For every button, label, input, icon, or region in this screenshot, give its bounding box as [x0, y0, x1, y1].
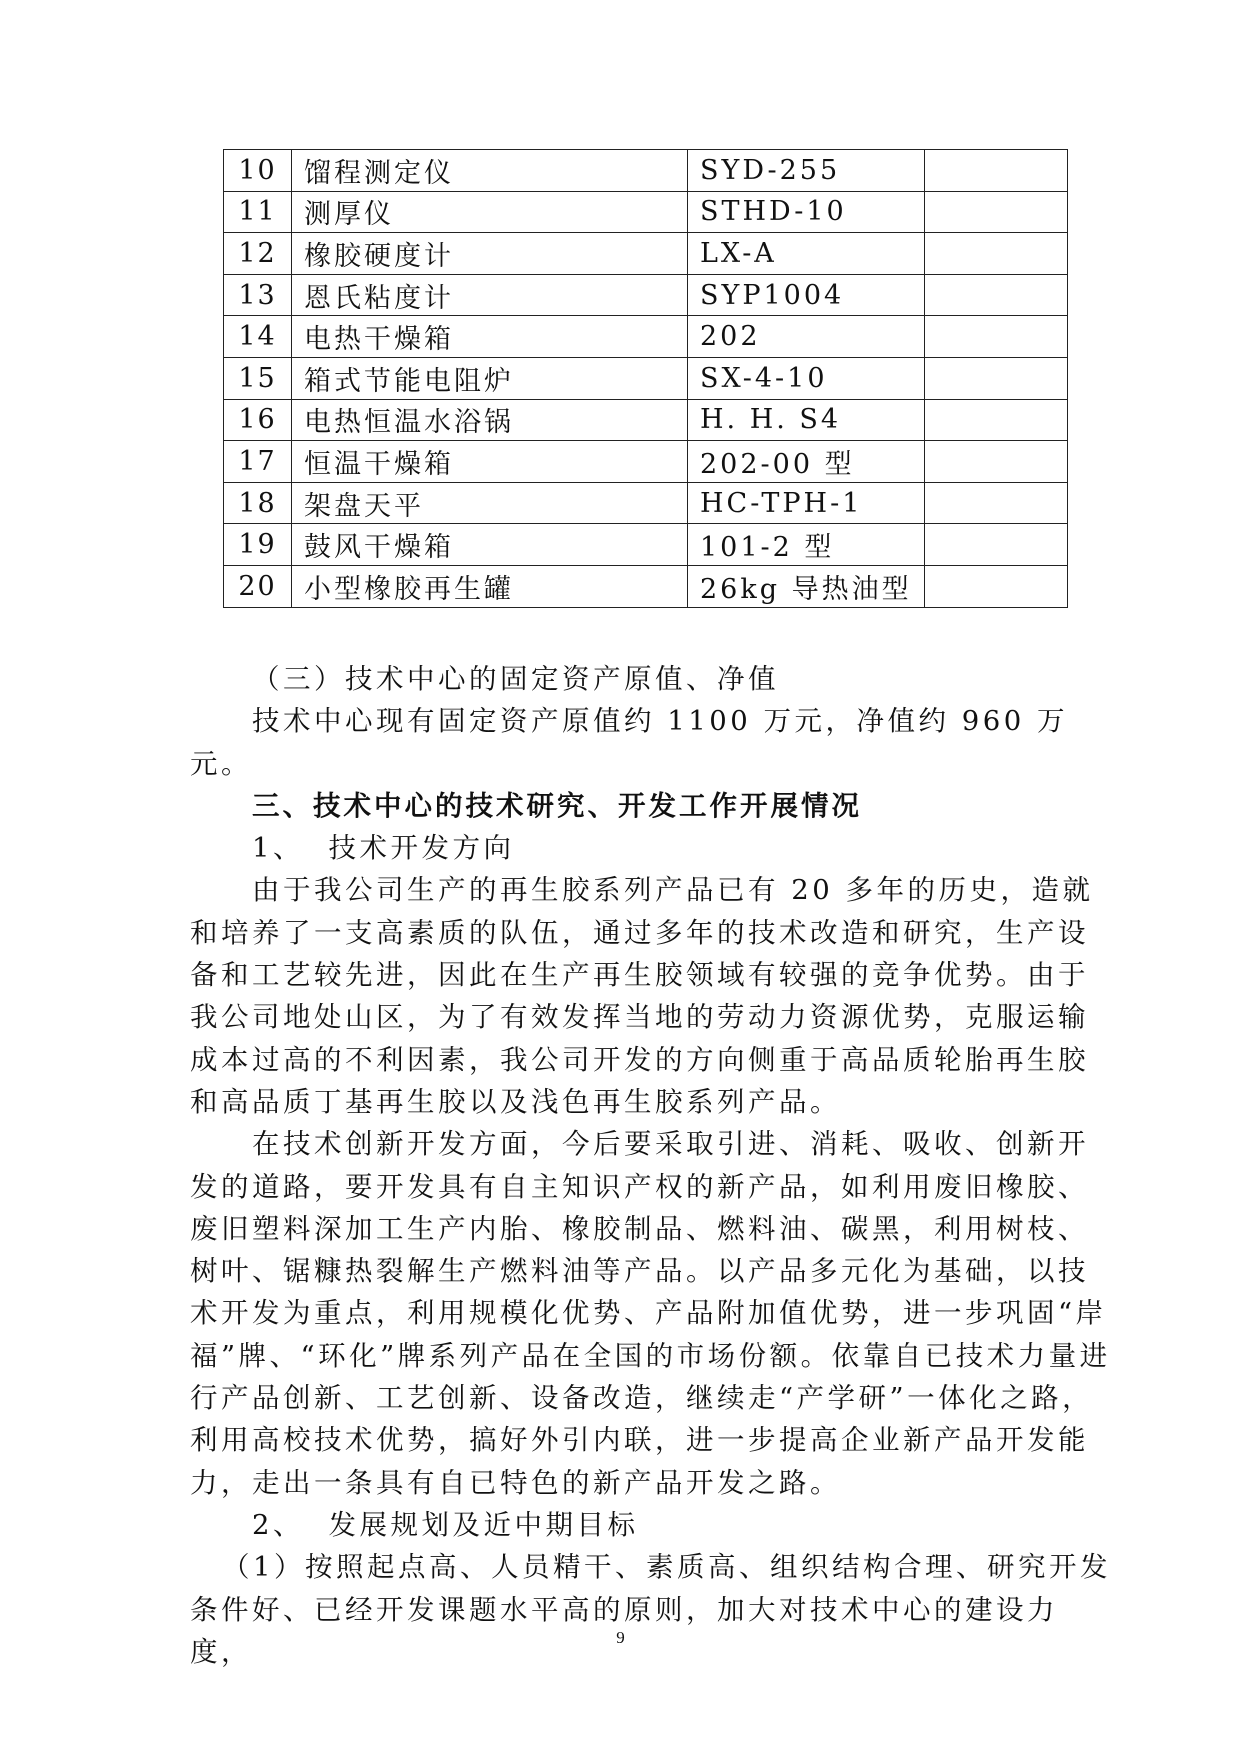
equipment-name-cell: 架盘天平 — [292, 482, 688, 524]
equipment-table-body — [224, 150, 1068, 608]
table-row — [224, 274, 1068, 316]
equipment-name-cell: 测厚仪 — [292, 191, 688, 233]
table-row — [224, 441, 1068, 483]
item-2-title: 2、 发展规划及近中期目标 — [252, 1508, 639, 1541]
equipment-name-cell: 恒温干燥箱 — [292, 441, 688, 483]
note-cell — [925, 524, 1068, 566]
note-cell — [925, 191, 1068, 233]
note-cell — [925, 482, 1068, 524]
note-cell — [925, 150, 1068, 192]
note-cell — [925, 357, 1068, 399]
document-body — [190, 658, 1116, 1673]
equipment-table — [223, 149, 1068, 608]
equipment-name-cell: 馏程测定仪 — [292, 150, 688, 192]
model-cell: HC-TPH-1 — [688, 482, 925, 524]
paragraph-1: 由于我公司生产的再生胶系列产品已有 20 多年的历史，造就和培养了一支高素质的队伍，通过多年的技术改造和研究，生产设备和工艺较先进，因此在生产再生胶领域有较强的竞争优势。由于我公司地处山区，为了有效发挥当地的劳动力资源优势，克服运输成本过高的不利因素，我公司开发的方向侧重于高品质轮胎再生胶和高品质丁基再生胶以及浅色再生胶系列产品。 — [190, 874, 1094, 1118]
model-cell: SYP1004 — [688, 274, 925, 316]
table-row — [224, 482, 1068, 524]
note-cell — [925, 441, 1068, 483]
equipment-name-cell: 电热恒温水浴锅 — [292, 399, 688, 441]
model-cell: 202 — [688, 316, 925, 358]
paragraph-3: （1）按照起点高、人员精干、素质高、组织结构合理、研究开发条件好、已经开发课题水平高的原则，加大对技术中心的建设力度， — [190, 1551, 1111, 1668]
note-cell — [925, 316, 1068, 358]
note-cell — [925, 399, 1068, 441]
table-row — [224, 565, 1068, 607]
model-cell: 101-2 型 — [688, 524, 925, 566]
row-number-cell: 15 — [224, 357, 292, 399]
section-3-heading: 三、技术中心的技术研究、开发工作开展情况 — [252, 789, 862, 822]
row-number-cell: 17 — [224, 441, 292, 483]
page-number: 9 — [616, 1628, 625, 1647]
note-cell — [925, 233, 1068, 275]
equipment-name-cell: 小型橡胶再生罐 — [292, 565, 688, 607]
note-cell — [925, 565, 1068, 607]
item-1-title: 1、 技术开发方向 — [252, 832, 515, 865]
model-cell: H. H. S4 — [688, 399, 925, 441]
row-number-cell: 10 — [224, 150, 292, 192]
equipment-name-cell: 恩氏粘度计 — [292, 274, 688, 316]
table-row — [224, 524, 1068, 566]
row-number-cell: 12 — [224, 233, 292, 275]
table-row — [224, 191, 1068, 233]
table-row — [224, 316, 1068, 358]
equipment-name-cell: 电热干燥箱 — [292, 316, 688, 358]
equipment-name-cell: 箱式节能电阻炉 — [292, 357, 688, 399]
row-number-cell: 20 — [224, 565, 292, 607]
row-number-cell: 14 — [224, 316, 292, 358]
model-cell: SYD-255 — [688, 150, 925, 192]
table-row — [224, 150, 1068, 192]
model-cell: SX-4-10 — [688, 357, 925, 399]
subsection-3-text: 技术中心现有固定资产原值约 1100 万元，净值约 960 万元。 — [190, 705, 1068, 780]
model-cell: LX-A — [688, 233, 925, 275]
equipment-name-cell: 橡胶硬度计 — [292, 233, 688, 275]
subsection-3-title: （三）技术中心的固定资产原值、净值 — [252, 663, 779, 695]
note-cell — [925, 274, 1068, 316]
table-row — [224, 357, 1068, 399]
row-number-cell: 19 — [224, 524, 292, 566]
row-number-cell: 18 — [224, 482, 292, 524]
equipment-name-cell: 鼓风干燥箱 — [292, 524, 688, 566]
paragraph-2: 在技术创新开发方面，今后要采取引进、消耗、吸收、创新开发的道路，要开发具有自主知识产权的新产品，如利用废旧橡胶、废旧塑料深加工生产内胎、橡胶制品、燃料油、碳黑，利用树枝、树叶、锯糠热裂解生产燃料油等产品。以产品多元化为基础，以技术开发为重点，利用规模化优势、产品附加值优势，进一步巩固“岸福”牌、“环化”牌系列产品在全国的市场份额。依靠自已技术力量进行产品创新、工艺创新、设备改造，继续走“产学研”一体化之路，利用高校技术优势，搞好外引内联，进一步提高企业新产品开发能力，走出一条具有自已特色的新产品开发之路。 — [190, 1128, 1111, 1499]
row-number-cell: 16 — [224, 399, 292, 441]
row-number-cell: 11 — [224, 191, 292, 233]
model-cell: STHD-10 — [688, 191, 925, 233]
table-row — [224, 399, 1068, 441]
model-cell: 202-00 型 — [688, 441, 925, 483]
table-row — [224, 233, 1068, 275]
row-number-cell: 13 — [224, 274, 292, 316]
model-cell: 26kg 导热油型 — [688, 565, 925, 607]
